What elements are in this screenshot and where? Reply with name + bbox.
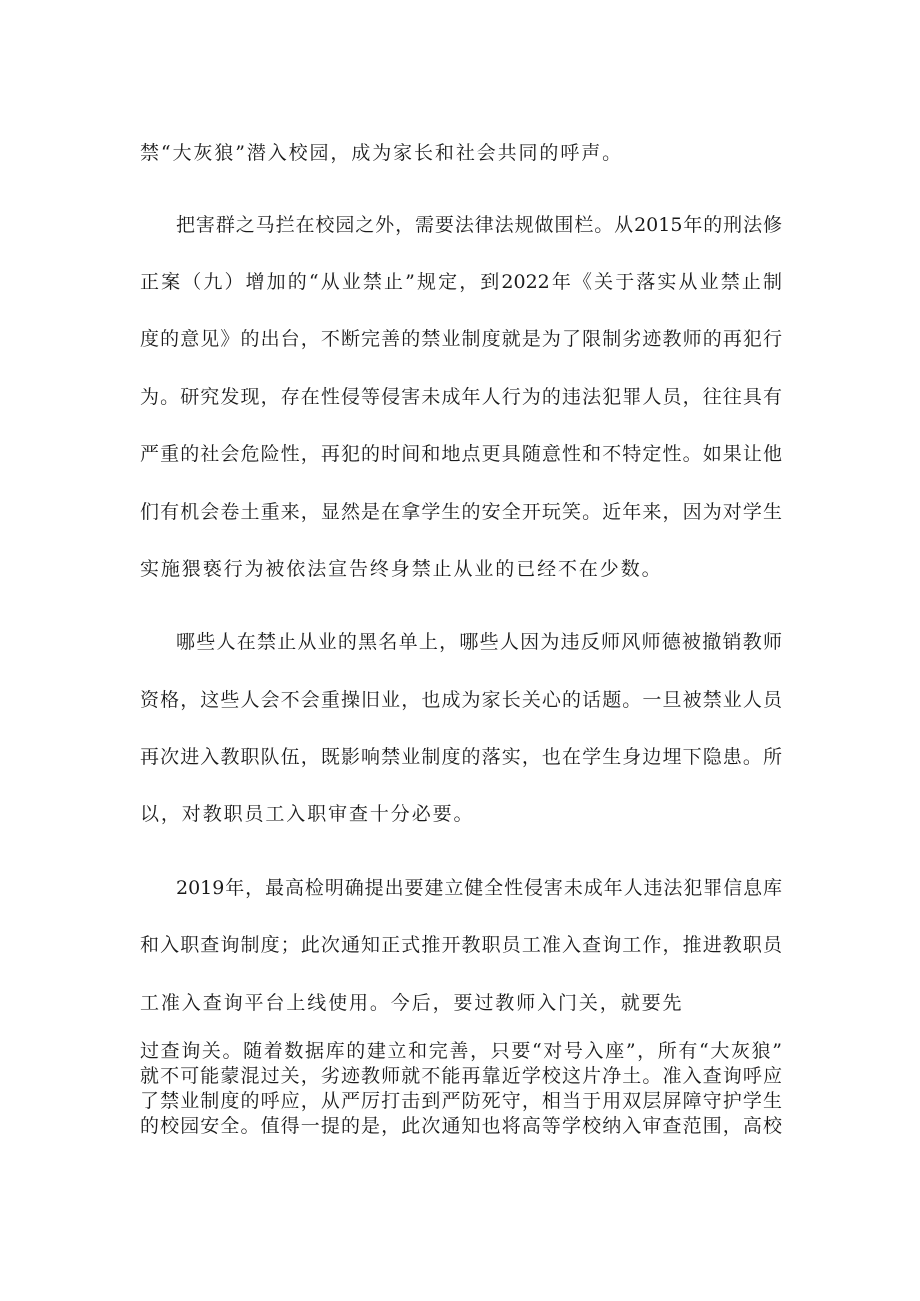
paragraph-line: 正案（九）增加的“从业禁止”规定，到2022年《关于落实从业禁止制 (140, 271, 782, 293)
paragraph-line: 禁“大灰狼”潜入校园，成为家长和社会共同的呼声。 (140, 142, 624, 164)
paragraph-line: 把害群之马拦在校园之外，需要法律法规做围栏。从2015年的刑法修 (176, 214, 782, 236)
paragraph-line: 就不可能蒙混过关，劣迹教师就不能再靠近学校这片净土。准入查询呼应 (140, 1065, 782, 1087)
paragraph-line: 以，对教职员工入职审查十分必要。 (140, 803, 475, 825)
paragraph-line: 严重的社会危险性，再犯的时间和地点更具随意性和不特定性。如果让他 (140, 443, 782, 465)
paragraph-line: 实施猥亵行为被依法宣告终身禁止从业的已经不在少数。 (140, 558, 663, 580)
paragraph-line: 过查询关。随着数据库的建立和完善，只要“对号入座”，所有“大灰狼” (140, 1040, 782, 1062)
paragraph-line: 为。研究发现，存在性侵等侵害未成年人行为的违法犯罪人员，往往具有 (140, 386, 782, 408)
paragraph-line: 再次进入教职队伍，既影响禁业制度的落实，也在学生身边埋下隐患。所 (140, 746, 782, 768)
paragraph-line: 和入职查询制度；此次通知正式推开教职员工准入查询工作，推进教职员 (140, 934, 782, 956)
paragraph-line: 了禁业制度的呼应，从严厉打击到严防死守，相当于用双层屏障守护学生 (140, 1090, 782, 1112)
paragraph-line: 2019年，最高检明确提出要建立健全性侵害未成年人违法犯罪信息库 (176, 877, 782, 899)
paragraph-line: 的校园安全。值得一提的是，此次通知也将高等学校纳入审查范围，高校 (140, 1115, 782, 1137)
paragraph-line: 们有机会卷土重来，显然是在拿学生的安全开玩笑。近年来，因为对学生 (140, 501, 782, 523)
paragraph-line: 度的意见》的出台，不断完善的禁业制度就是为了限制劣迹教师的再犯行 (140, 328, 782, 350)
paragraph-line: 哪些人在禁止从业的黑名单上，哪些人因为违反师风师德被撤销教师 (176, 631, 782, 653)
paragraph-line: 资格，这些人会不会重操旧业，也成为家长关心的话题。一旦被禁业人员 (140, 689, 782, 711)
paragraph-line: 工准入查询平台上线使用。今后，要过教师入门关，就要先 (140, 992, 684, 1014)
